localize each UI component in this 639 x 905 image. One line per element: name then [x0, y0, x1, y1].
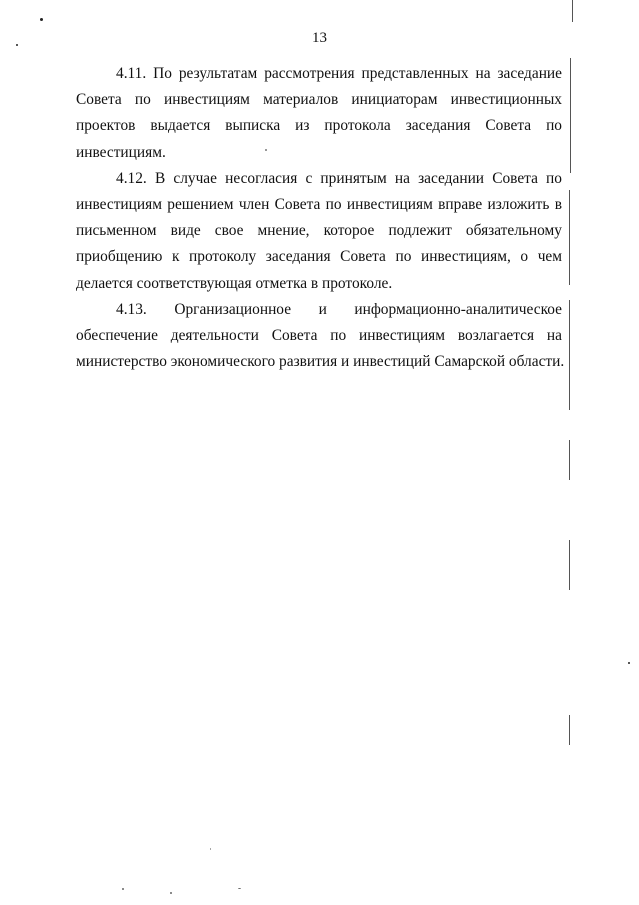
text-line: делается соответствующая отметка в протоколе. [76, 274, 393, 292]
scan-speck [628, 662, 630, 664]
text-line: инвестициям решением член Совета по инвестициям вправе изложить в [76, 196, 562, 214]
scan-speck [40, 18, 43, 21]
text-line: Совета по инвестициям материалов инициаторам инвестиционных [76, 91, 562, 109]
text-line: приобщению к протоколу заседания Совета по инвестициям, о чем [76, 248, 562, 266]
scan-speck [122, 888, 124, 890]
text-line: 4.12. В случае несогласия с принятым на заседании Совета по [116, 169, 562, 187]
paragraph-4-11 [76, 61, 562, 166]
text-line: обеспечение деятельности Совета по инвестициям возлагается на [76, 327, 562, 345]
paragraph-4-13 [76, 297, 565, 376]
scan-edge-line [570, 58, 571, 173]
paragraph-4-12 [76, 166, 562, 297]
page-number: 13 [312, 30, 327, 46]
document-body [76, 61, 565, 375]
scan-edge-line [569, 715, 570, 745]
scan-edge-line [569, 190, 570, 285]
scan-edge-line [569, 440, 570, 480]
scan-edge-line [569, 540, 570, 590]
scan-speck [210, 848, 211, 850]
text-line: 4.13. Организационное и информационно-аналитическое [116, 300, 562, 318]
text-line: письменном виде свое мнение, которое подлежит обязательному [76, 222, 562, 240]
scan-speck [265, 149, 267, 151]
text-line: 4.11. По результатам рассмотрения представленных на заседание [116, 65, 562, 82]
scan-speck [16, 44, 18, 46]
scan-edge-line [572, 0, 573, 22]
text-line: инвестициям. [76, 143, 166, 161]
scan-speck [238, 888, 241, 889]
scan-edge-line [569, 300, 570, 410]
text-line: министерство экономического развития и инвестиций Самарской области. [76, 353, 565, 371]
text-line: проектов выдается выписка из протокола заседания Совета по [76, 117, 562, 135]
scan-speck [170, 892, 172, 894]
